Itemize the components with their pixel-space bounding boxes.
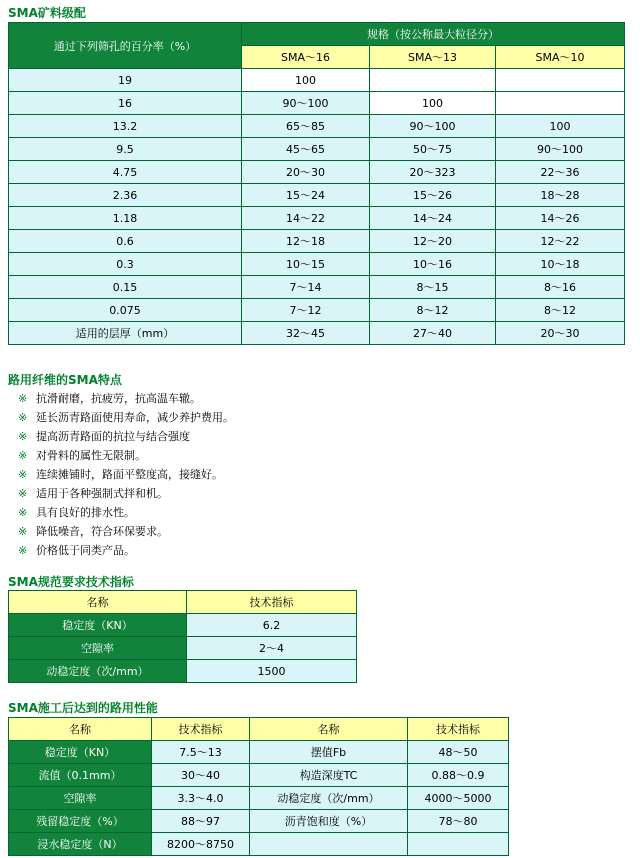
value-cell: 0.88～0.9	[408, 764, 509, 787]
asterism-icon: ※	[18, 392, 28, 405]
sieve-cell: 0.6	[9, 230, 242, 253]
spec-req-title: SMA规范要求技术指标	[8, 575, 134, 589]
sieve-cell: 2.36	[9, 184, 242, 207]
name-cell: 稳定度（KN）	[9, 741, 152, 764]
value-cell: 27～40	[370, 322, 496, 345]
value-cell: 65～85	[242, 115, 370, 138]
table-row	[9, 637, 357, 660]
spec-sma16: SMA～16	[242, 46, 370, 69]
list-item	[18, 503, 234, 522]
table-header-row	[9, 591, 357, 614]
name-cell	[250, 833, 408, 856]
asterism-icon: ※	[18, 430, 28, 443]
value-cell: 14～24	[370, 207, 496, 230]
value-cell: 15～26	[370, 184, 496, 207]
asterism-icon: ※	[18, 487, 28, 500]
table-row	[9, 161, 625, 184]
feature-text: 降低噪音，符合环保要求。	[36, 525, 168, 538]
spec-sma13: SMA～13	[370, 46, 496, 69]
asterism-icon: ※	[18, 411, 28, 424]
sieve-column-header: 通过下列筛孔的百分率（%）	[9, 23, 242, 69]
value-cell: 1500	[187, 660, 357, 683]
sieve-cell: 0.075	[9, 299, 242, 322]
feature-text: 连续摊铺时，路面平整度高，接缝好。	[36, 468, 223, 481]
value-cell: 12～18	[242, 230, 370, 253]
value-cell	[496, 92, 625, 115]
feature-text: 对骨料的属性无限制。	[36, 449, 146, 462]
list-item	[18, 541, 234, 560]
performance-table	[8, 717, 509, 856]
name-cell: 构造深度TC	[250, 764, 408, 787]
table-row	[9, 184, 625, 207]
value-cell: 14～26	[496, 207, 625, 230]
table-header-row	[9, 718, 509, 741]
value-cell: 20～30	[496, 322, 625, 345]
gradation-title: SMA矿料级配	[8, 6, 86, 20]
table-row	[9, 787, 509, 810]
value-cell: 78～80	[408, 810, 509, 833]
list-item	[18, 465, 234, 484]
value-cell: 6.2	[187, 614, 357, 637]
sieve-cell: 16	[9, 92, 242, 115]
value-cell	[496, 69, 625, 92]
value-cell: 88～97	[152, 810, 250, 833]
table-row	[9, 660, 357, 683]
name-cell: 残留稳定度（%）	[9, 810, 152, 833]
value-cell: 3.3～4.0	[152, 787, 250, 810]
value-cell	[370, 69, 496, 92]
table-row	[9, 741, 509, 764]
value-cell: 8～12	[370, 299, 496, 322]
header-name: 名称	[9, 591, 187, 614]
name-cell: 摆值Fb	[250, 741, 408, 764]
performance-title: SMA施工后达到的路用性能	[8, 701, 158, 715]
value-cell	[408, 833, 509, 856]
gradation-table	[8, 22, 625, 345]
sieve-cell: 4.75	[9, 161, 242, 184]
value-cell: 15～24	[242, 184, 370, 207]
asterism-icon: ※	[18, 468, 28, 481]
value-cell: 14～22	[242, 207, 370, 230]
value-cell: 100	[242, 69, 370, 92]
value-cell: 90～100	[496, 138, 625, 161]
table-row	[9, 764, 509, 787]
name-cell: 沥青饱和度（%）	[250, 810, 408, 833]
name-cell: 空隙率	[9, 787, 152, 810]
table-row	[9, 833, 509, 856]
name-cell: 稳定度（KN）	[9, 614, 187, 637]
feature-text: 适用于各种强制式拌和机。	[36, 487, 168, 500]
table-row	[9, 322, 625, 345]
header-name: 名称	[9, 718, 152, 741]
asterism-icon: ※	[18, 449, 28, 462]
name-cell: 空隙率	[9, 637, 187, 660]
list-item	[18, 522, 234, 541]
value-cell: 100	[370, 92, 496, 115]
name-cell: 流值（0.1mm）	[9, 764, 152, 787]
name-cell: 浸水稳定度（N）	[9, 833, 152, 856]
table-row	[9, 115, 625, 138]
name-cell: 动稳定度（次/mm）	[250, 787, 408, 810]
value-cell: 7～12	[242, 299, 370, 322]
value-cell: 8～15	[370, 276, 496, 299]
list-item	[18, 389, 234, 408]
table-row	[9, 230, 625, 253]
header-value: 技术指标	[187, 591, 357, 614]
name-cell: 动稳定度（次/mm）	[9, 660, 187, 683]
value-cell: 90～100	[242, 92, 370, 115]
value-cell: 4000～5000	[408, 787, 509, 810]
sieve-cell: 13.2	[9, 115, 242, 138]
value-cell: 45～65	[242, 138, 370, 161]
header-value: 技术指标	[408, 718, 509, 741]
sieve-cell: 适用的层厚（mm）	[9, 322, 242, 345]
feature-text: 具有良好的排水性。	[36, 506, 135, 519]
spec-req-table	[8, 590, 357, 683]
spec-sma10: SMA～10	[496, 46, 625, 69]
table-row	[9, 253, 625, 276]
features-title: 路用纤维的SMA特点	[8, 373, 122, 387]
sieve-cell: 1.18	[9, 207, 242, 230]
sieve-cell: 0.15	[9, 276, 242, 299]
value-cell: 22～36	[496, 161, 625, 184]
value-cell: 20～30	[242, 161, 370, 184]
sieve-cell: 19	[9, 69, 242, 92]
feature-text: 提高沥青路面的抗拉与结合强度	[36, 430, 190, 443]
sieve-cell: 0.3	[9, 253, 242, 276]
value-cell: 7～14	[242, 276, 370, 299]
value-cell: 10～18	[496, 253, 625, 276]
table-row	[9, 92, 625, 115]
table-row	[9, 69, 625, 92]
value-cell: 32～45	[242, 322, 370, 345]
feature-text: 抗滑耐磨，抗疲劳，抗高温车辙。	[36, 392, 201, 405]
value-cell: 90～100	[370, 115, 496, 138]
asterism-icon: ※	[18, 525, 28, 538]
feature-text: 延长沥青路面使用寿命，减少养护费用。	[36, 411, 234, 424]
asterism-icon: ※	[18, 506, 28, 519]
features-list	[18, 389, 234, 560]
table-row	[9, 276, 625, 299]
list-item	[18, 484, 234, 503]
value-cell: 50～75	[370, 138, 496, 161]
list-item	[18, 446, 234, 465]
table-row	[9, 810, 509, 833]
value-cell: 10～16	[370, 253, 496, 276]
header-name: 名称	[250, 718, 408, 741]
value-cell: 12～22	[496, 230, 625, 253]
table-row	[9, 614, 357, 637]
value-cell: 8～16	[496, 276, 625, 299]
value-cell: 48～50	[408, 741, 509, 764]
table-row	[9, 299, 625, 322]
header-value: 技术指标	[152, 718, 250, 741]
value-cell: 20～323	[370, 161, 496, 184]
value-cell: 18～28	[496, 184, 625, 207]
spec-header: 规格（按公称最大粒径分）	[242, 23, 625, 46]
asterism-icon: ※	[18, 544, 28, 557]
sieve-cell: 9.5	[9, 138, 242, 161]
value-cell: 2～4	[187, 637, 357, 660]
table-row	[9, 207, 625, 230]
value-cell: 30～40	[152, 764, 250, 787]
value-cell: 8～12	[496, 299, 625, 322]
table-row	[9, 138, 625, 161]
list-item	[18, 408, 234, 427]
feature-text: 价格低于同类产品。	[36, 544, 135, 557]
value-cell: 8200～8750	[152, 833, 250, 856]
value-cell: 7.5～13	[152, 741, 250, 764]
list-item	[18, 427, 234, 446]
value-cell: 10～15	[242, 253, 370, 276]
value-cell: 100	[496, 115, 625, 138]
value-cell: 12～20	[370, 230, 496, 253]
